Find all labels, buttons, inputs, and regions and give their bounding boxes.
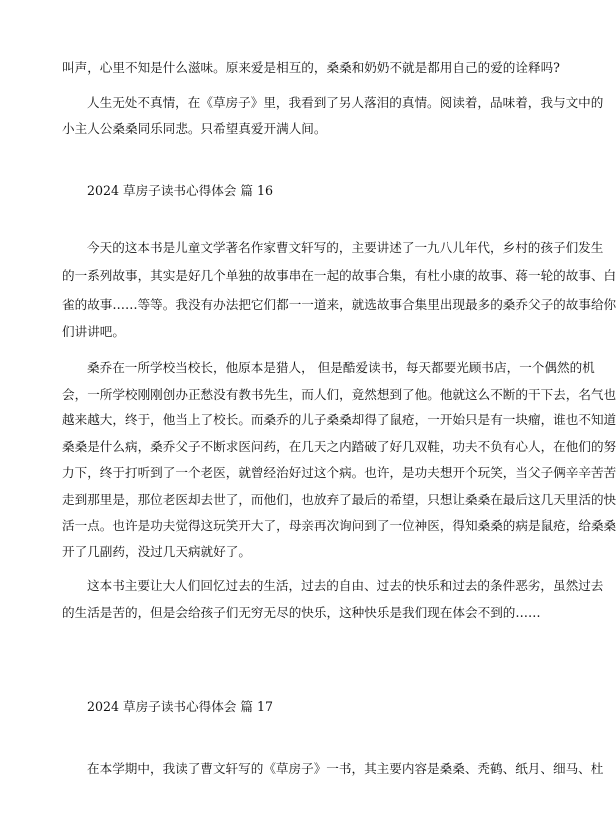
text-line: 桑乔在一所学校当校长，他原本是猎人， 但是酷爱读书，每天都要光顾书店，一个偶然的机 — [87, 360, 595, 375]
section-heading-16: 2024 草房子读书心得体会 篇 16 — [87, 183, 274, 198]
text-line: 人生无处不真情，在《草房子》里，我看到了另人落泪的真情。阅读着，品味着，我与文中的 — [87, 95, 604, 110]
text-line: 力下，终于打听到了一个老医，就曾经治好过这个病。也许，是功夫想开个玩笑，当父子俩辛辛苦苦 — [62, 465, 616, 480]
text-line: 桑桑是什么病，桑乔父子不断求医问药，在几天之内踏破了好几双鞋，功夫不负有心人，在他们的努 — [62, 439, 616, 454]
text-line: 叫声，心里不知是什么滋味。原来爱是相互的，桑桑和奶奶不就是都用自己的爱的诠释吗? — [62, 60, 560, 75]
text-line: 会，一所学校刚刚创办正愁没有教书先生，而人们，竟然想到了他。他就这么不断的干下去，名气也 — [62, 387, 616, 402]
text-line: 走到那里是，那位老医却去世了，而他们，也放弃了最后的希望，只想让桑桑在最后这几天里活的快 — [62, 492, 616, 507]
text-line: 开了几副药，没过几天病就好了。 — [62, 544, 251, 559]
text-line: 雀的故事……等等。我没有办法把它们都一一道来，就选故事合集里出现最多的桑乔父子的故事给你 — [62, 297, 616, 312]
text-line: 的一系列故事，其实是好几个单独的故事串在一起的故事合集，有杜小康的故事、蒋一轮的故事、白 — [62, 268, 616, 283]
text-line: 越来越大，终于，他当上了校长。而桑乔的儿子桑桑却得了鼠疮，一开始只是有一块瘤，谁也不知道 — [62, 412, 616, 427]
text-line: 这本书主要让大人们回忆过去的生活，过去的自由、过去的快乐和过去的条件恶劣，虽然过去 — [87, 578, 604, 593]
text-line: 今天的这本书是儿童文学著名作家曹文轩写的，主要讲述了一九八儿年代，乡村的孩子们发生 — [87, 240, 604, 255]
text-line: 们讲讲吧。 — [62, 324, 125, 339]
text-line: 在本学期中，我读了曹文轩写的《草房子》一书，其主要内容是桑桑、秃鹤、纸月、细马、杜 — [87, 761, 604, 776]
text-line: 的生活是苦的，但是会给孩子们无穷无尽的快乐，这种快乐是我们现在体会不到的…… — [62, 605, 541, 620]
section-heading-17: 2024 草房子读书心得体会 篇 17 — [87, 699, 274, 714]
text-line: 活一点。也许是功夫觉得这玩笑开大了，母亲再次询问到了一位神医，得知桑桑的病是鼠疮，给桑桑 — [62, 518, 616, 533]
text-line: 小主人公桑桑同乐同悲。只希望真爱开满人间。 — [62, 121, 327, 136]
